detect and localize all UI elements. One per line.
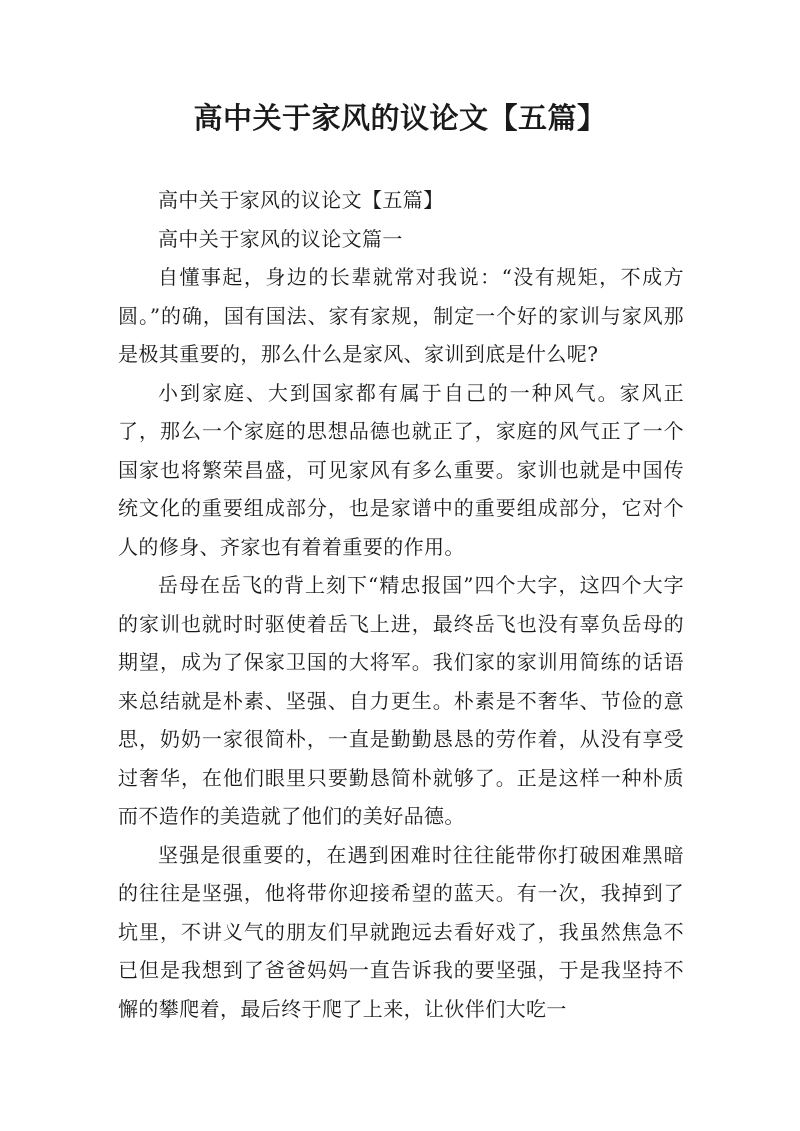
paragraph-subtitle: 高中关于家风的议论文【五篇】 (158, 188, 444, 212)
document-title: 高中关于家风的议论文【五篇】 (193, 101, 607, 135)
paragraph-section-heading: 高中关于家风的议论文篇一 (158, 226, 403, 251)
document-body (118, 181, 684, 1028)
paragraph: 坚强是很重要的，在遇到困难时往往能带你打破困难黑暗的往往是坚强，他将带你迎接希望的蓝天。有一次，我掉到了坑里，不讲义气的朋友们早就跑远去看好戏了，我虽然焦急不已但是我想到了爸爸妈妈一直告诉我的要坚强，于是我坚持不懈的攀爬着，最后终于爬了上来，让伙伴们大吃一 (118, 842, 684, 1021)
paragraph: 自懂事起，身边的长辈就常对我说：“没有规矩，不成方圆。”的确，国有国法、家有家规，制定一个好的家训与家风那是极其重要的，那么什么是家风、家训到底是什么呢? (118, 265, 684, 366)
paragraph: 岳母在岳飞的背上刻下“精忠报国”四个大字，这四个大字的家训也就时时驱使着岳飞上进，最终岳飞也没有辜负岳母的期望，成为了保家卫国的大将军。我们家的家训用简练的话语来总结就是朴素、坚强、自力更生。朴素是不奢华、节俭的意思，奶奶一家很简朴，一直是勤勤恳恳的劳作着，从没有享受过奢华，在他们眼里只要勤恳简朴就够了。正是这样一种朴质而不造作的美造就了他们的美好品德。 (118, 573, 684, 828)
paragraph: 小到家庭、大到国家都有属于自己的一种风气。家风正了，那么一个家庭的思想品德也就正了，家庭的风气正了一个国家也将繁荣昌盛，可见家风有多么重要。家训也就是中国传统文化的重要组成部分，也是家谱中的重要组成部分，它对个人的修身、齐家也有着着重要的作用。 (118, 380, 684, 559)
